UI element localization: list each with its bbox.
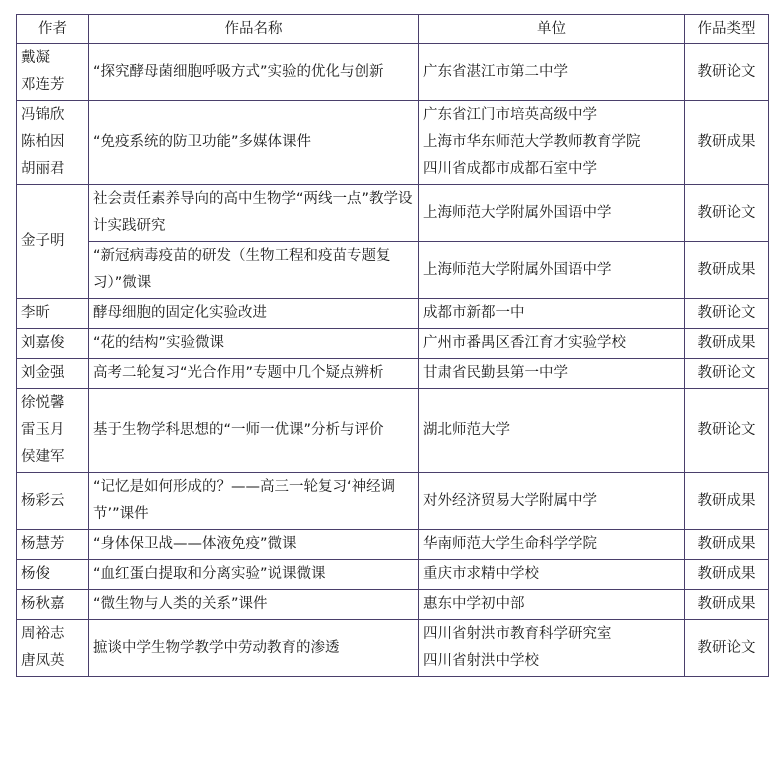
author-cell	[17, 101, 89, 185]
author-cell	[17, 359, 89, 389]
type-cell: 教研论文	[685, 359, 769, 389]
title-cell	[89, 560, 419, 590]
type-cell: 教研成果	[685, 590, 769, 620]
author-cell	[17, 389, 89, 473]
table-row	[17, 242, 769, 299]
unit-cell	[419, 590, 685, 620]
title-cell	[89, 44, 419, 101]
title-cell	[89, 620, 419, 677]
work-title: 社会责任素养导向的高中生物学“两线一点”教学设计实践研究	[93, 191, 413, 234]
work-title: “血红蛋白提取和分离实验”说课微课	[93, 566, 326, 582]
unit-cell	[419, 299, 685, 329]
unit-cell	[419, 530, 685, 560]
table-row	[17, 299, 769, 329]
unit-name: 四川省射洪中学校	[423, 653, 539, 669]
unit-cell	[419, 359, 685, 389]
type-cell: 教研成果	[685, 530, 769, 560]
type-cell: 教研成果	[685, 473, 769, 530]
work-title: “记忆是如何形成的？——高三一轮复习‘神经调节’”课件	[93, 479, 396, 522]
author-cell	[17, 329, 89, 359]
awards-table	[16, 14, 769, 677]
work-title: “身体保卫战——体液免疫”微课	[93, 536, 297, 552]
header-unit: 单位	[419, 15, 685, 44]
author-cell	[17, 560, 89, 590]
unit-name: 重庆市求精中学校	[423, 566, 539, 582]
unit-cell	[419, 329, 685, 359]
author-name: 冯锦欣	[21, 107, 65, 123]
work-title: 基于生物学科思想的“一师一优课”分析与评价	[93, 422, 384, 438]
document	[16, 14, 768, 677]
author-name: 邓连芳	[21, 77, 65, 93]
unit-name: 四川省成都市成都石室中学	[423, 161, 597, 177]
author-name: 周裕志	[21, 626, 65, 642]
table-row	[17, 473, 769, 530]
title-cell	[89, 530, 419, 560]
unit-cell	[419, 389, 685, 473]
table-row	[17, 101, 769, 185]
header-row	[17, 15, 769, 44]
title-cell	[89, 101, 419, 185]
work-title: “免疫系统的防卫功能”多媒体课件	[93, 134, 312, 150]
table-row	[17, 389, 769, 473]
header-author: 作者	[17, 15, 89, 44]
table-row	[17, 560, 769, 590]
unit-cell	[419, 473, 685, 530]
author-name: 刘金强	[21, 365, 65, 381]
work-title: 高考二轮复习“光合作用”专题中几个疑点辨析	[93, 365, 384, 381]
type-cell: 教研论文	[685, 299, 769, 329]
unit-cell	[419, 185, 685, 242]
table-row	[17, 329, 769, 359]
work-title: 摭谈中学生物学教学中劳动教育的渗透	[93, 639, 340, 656]
unit-name: 对外经济贸易大学附属中学	[423, 492, 597, 509]
author-name: 杨慧芳	[21, 536, 65, 552]
table-row	[17, 185, 769, 242]
unit-name: 上海市华东师范大学教师教育学院	[423, 134, 641, 150]
work-title: “花的结构”实验微课	[93, 335, 225, 351]
unit-cell	[419, 101, 685, 185]
unit-name: 四川省射洪市教育科学研究室	[423, 626, 612, 642]
table-row	[17, 590, 769, 620]
unit-name: 上海师范大学附属外国语中学	[423, 261, 612, 278]
type-cell: 教研成果	[685, 560, 769, 590]
title-cell	[89, 473, 419, 530]
unit-name: 惠东中学初中部	[423, 596, 525, 612]
unit-name: 广东省湛江市第二中学	[423, 63, 568, 80]
type-cell: 教研成果	[685, 329, 769, 359]
title-cell	[89, 299, 419, 329]
table-row	[17, 359, 769, 389]
title-cell	[89, 590, 419, 620]
unit-cell	[419, 44, 685, 101]
author-name: 侯建军	[21, 449, 65, 465]
author-cell	[17, 473, 89, 530]
header-title: 作品名称	[89, 15, 419, 44]
author-name: 杨俊	[21, 566, 50, 582]
unit-name: 上海师范大学附属外国语中学	[423, 204, 612, 221]
unit-name: 广州市番禺区香江育才实验学校	[423, 335, 626, 351]
author-name: 李昕	[21, 305, 50, 321]
work-title: 酵母细胞的固定化实验改进	[93, 305, 267, 321]
author-cell	[17, 620, 89, 677]
type-cell: 教研论文	[685, 44, 769, 101]
author-name: 杨秋嘉	[21, 596, 65, 612]
table-row	[17, 620, 769, 677]
author-cell	[17, 185, 89, 299]
author-cell	[17, 299, 89, 329]
title-cell	[89, 185, 419, 242]
unit-cell	[419, 620, 685, 677]
author-cell	[17, 530, 89, 560]
unit-name: 华南师范大学生命科学学院	[423, 536, 597, 552]
unit-name: 广东省江门市培英高级中学	[423, 107, 597, 123]
table-row	[17, 530, 769, 560]
unit-name: 湖北师范大学	[423, 422, 510, 438]
type-cell: 教研论文	[685, 620, 769, 677]
header-type: 作品类型	[685, 15, 769, 44]
table-body	[17, 44, 769, 677]
author-name: 刘嘉俊	[21, 335, 65, 351]
unit-cell	[419, 242, 685, 299]
title-cell	[89, 242, 419, 299]
type-cell: 教研成果	[685, 101, 769, 185]
author-name: 徐悦馨	[21, 395, 65, 411]
title-cell	[89, 329, 419, 359]
type-cell: 教研论文	[685, 389, 769, 473]
author-name: 雷玉月	[21, 422, 65, 438]
unit-cell	[419, 560, 685, 590]
unit-name: 成都市新都一中	[423, 305, 525, 321]
author-name: 金子明	[21, 233, 65, 249]
work-title: “微生物与人类的关系”课件	[93, 596, 268, 612]
title-cell	[89, 359, 419, 389]
type-cell: 教研成果	[685, 242, 769, 299]
table-row	[17, 44, 769, 101]
type-cell: 教研论文	[685, 185, 769, 242]
title-cell	[89, 389, 419, 473]
author-cell	[17, 590, 89, 620]
author-name: 杨彩云	[21, 492, 65, 509]
author-name: 戴凝	[21, 50, 50, 66]
unit-name: 甘肃省民勤县第一中学	[423, 365, 568, 381]
author-cell	[17, 44, 89, 101]
author-name: 唐凤英	[21, 653, 65, 669]
work-title: “探究酵母菌细胞呼吸方式”实验的优化与创新	[93, 63, 384, 80]
author-name: 胡丽君	[21, 161, 65, 177]
author-name: 陈柏因	[21, 134, 65, 150]
work-title: “新冠病毒疫苗的研发（生物工程和疫苗专题复习）”微课	[93, 248, 391, 291]
